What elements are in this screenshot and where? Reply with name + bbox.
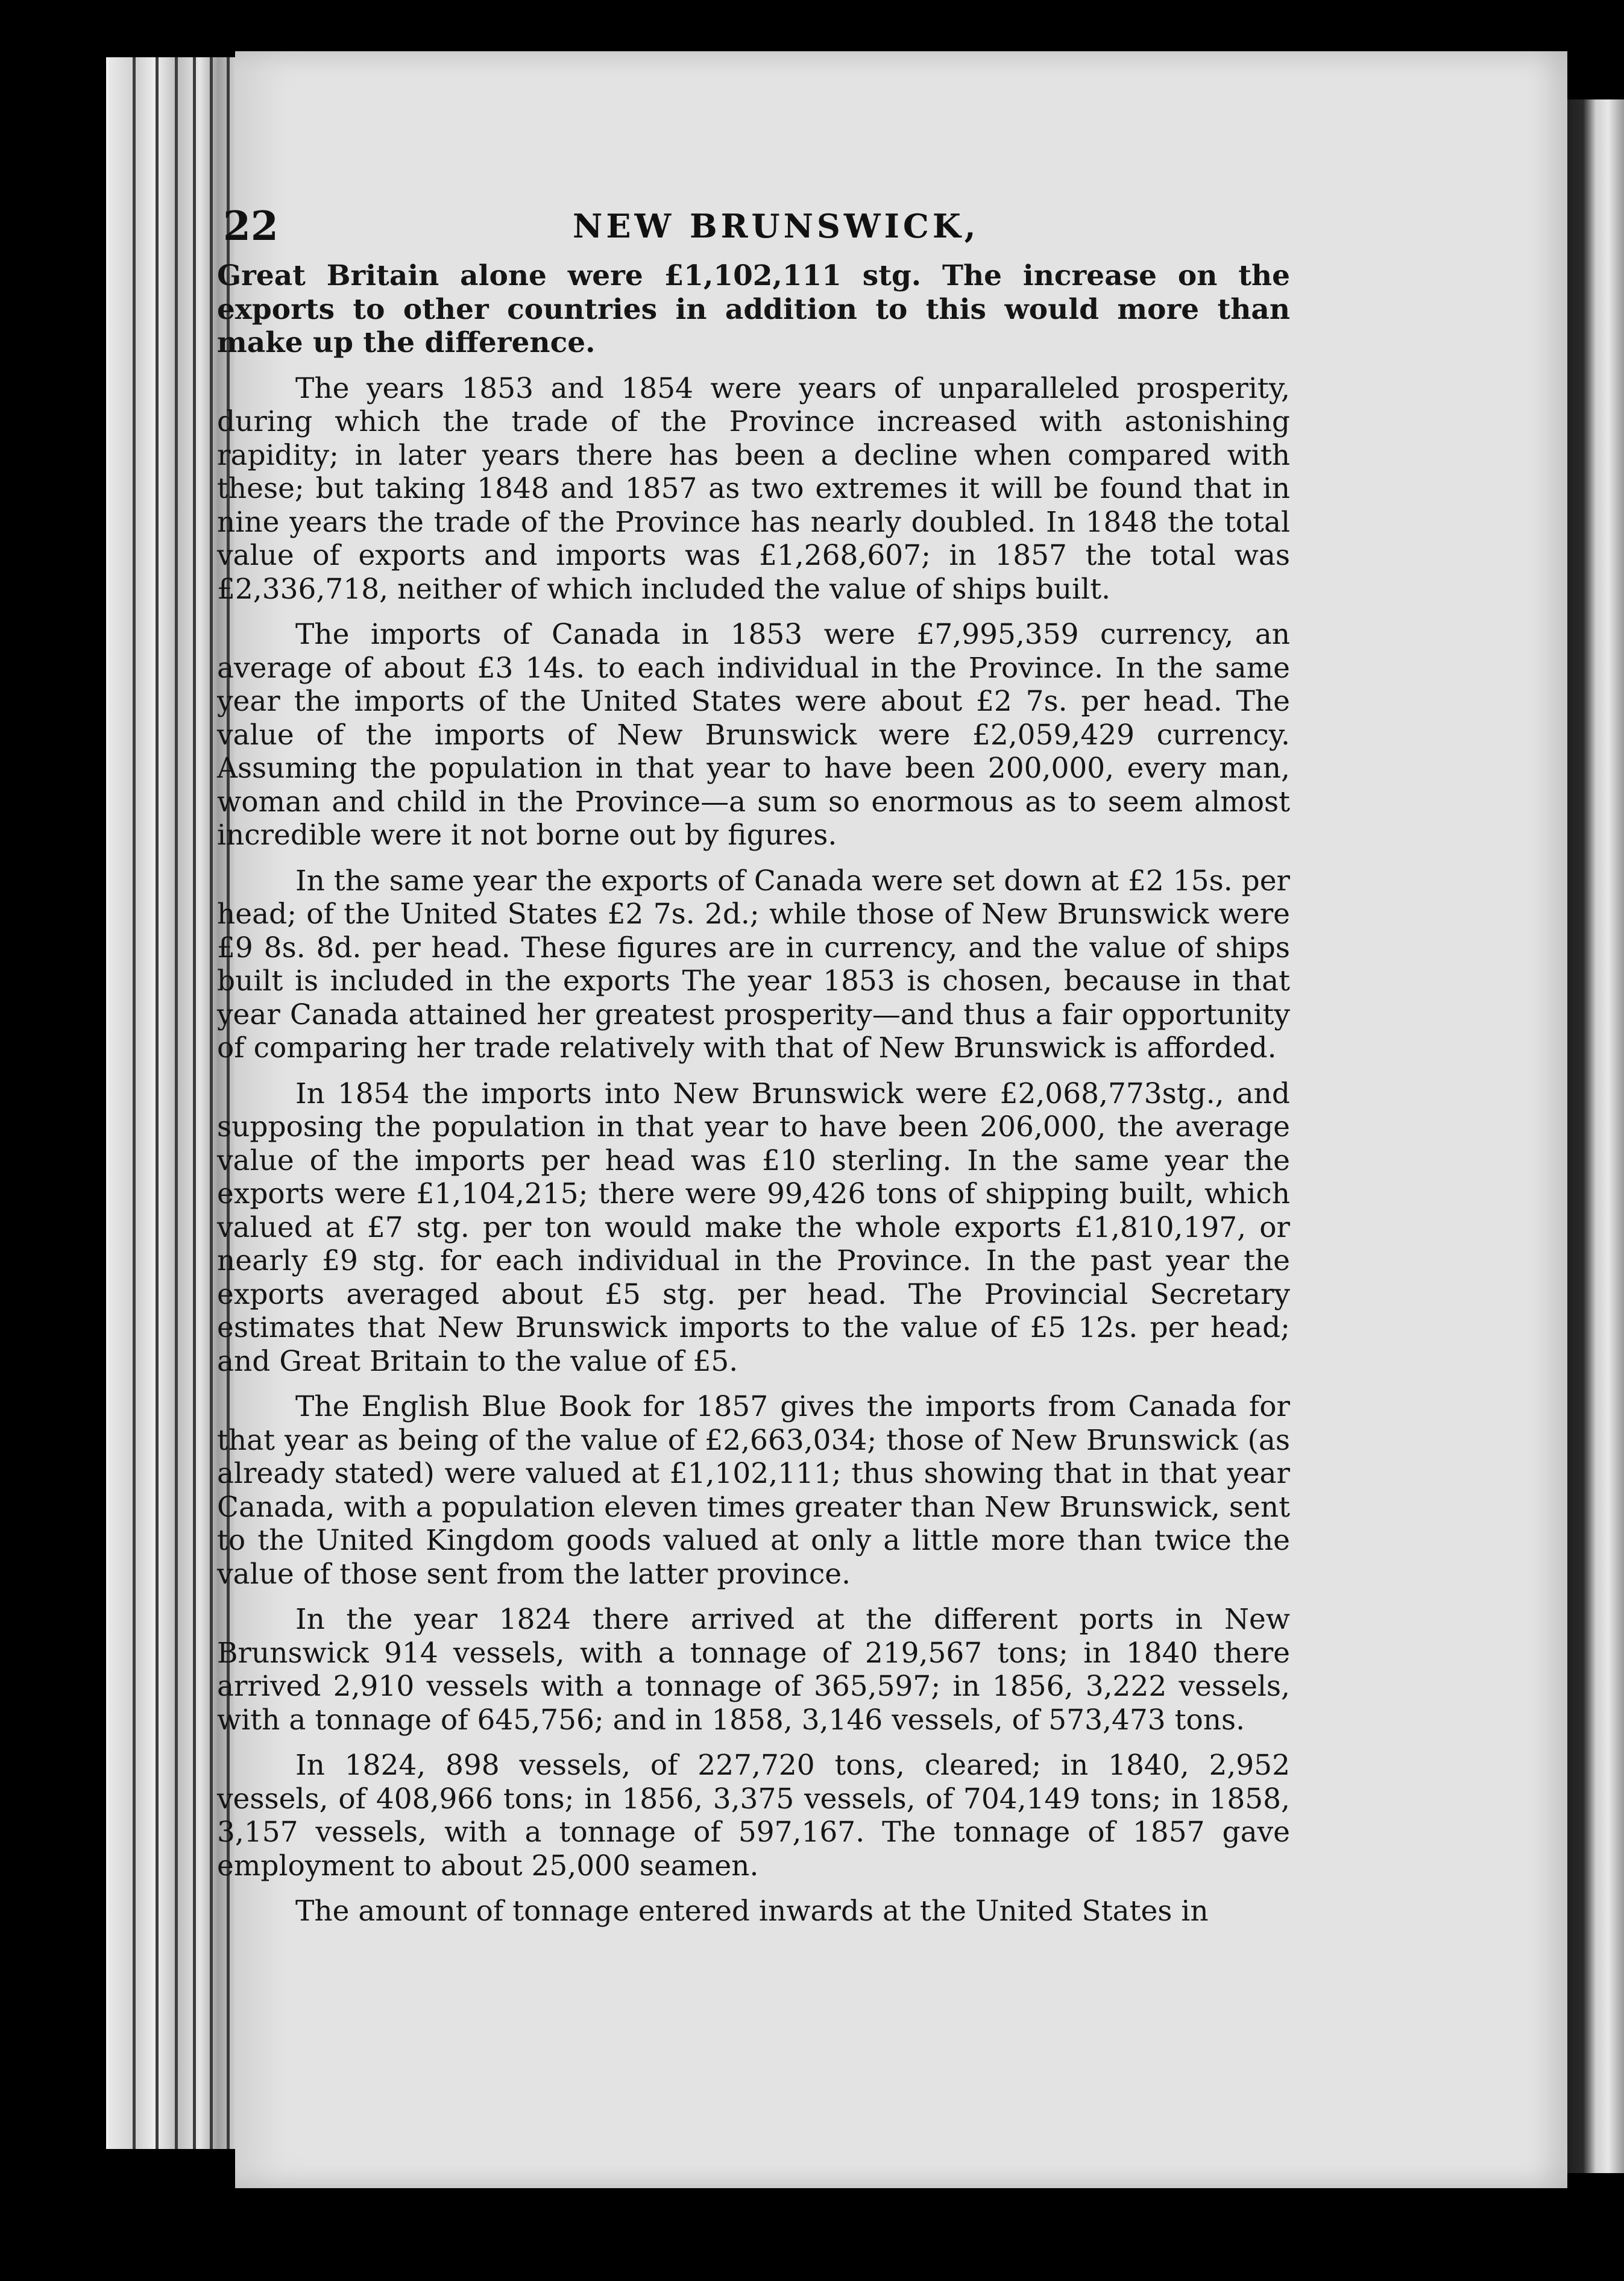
- paragraph: Great Britain alone were £1,102,111 stg. The increase on the exports to other countries in addition to this would more than make up the difference.: [217, 259, 1290, 359]
- paragraph: In 1854 the imports into New Brunswick were £2,068,773stg., and supposing the population in that year to have been 206,000, the average value of the imports per head was £10 sterling. In the same year the exports were £1,104,215; there were 99,426 tons of shipping built, which valued at £7 stg. per ton would make the whole exports £1,810,197, or nearly £9 stg. for each individual in the Province. In the past year the exports averaged about £5 stg. per head. The Provincial Secretary estimates that New Brunswick imports to the value of £5 12s. per head; and Great Britain to the value of £5.: [217, 1077, 1290, 1378]
- page-edge-line: [156, 57, 159, 2149]
- body-text: [217, 259, 1290, 1928]
- paragraph: The imports of Canada in 1853 were £7,995,359 currency, an average of about £3 14s. to each individual in the Province. In the same year the imports of the United States were about £2 7s. per head. The value of the imports of New Brunswick were £2,059,429 currency. Assuming the population in that year to have been 200,000, every man, woman and child in the Province—a sum so enormous as to seem almost incredible were it not borne out by figures.: [217, 618, 1290, 852]
- page-edge-line: [175, 57, 178, 2149]
- paragraph: In the same year the exports of Canada were set down at £2 15s. per head; of the United States £2 7s. 2d.; while those of New Brunswick were £9 8s. 8d. per head. These figures are in currency, and the value of ships built is included in the exports The year 1853 is chosen, because in that year Canada attained her greatest prosperity—and thus a fair opportunity of comparing her trade relatively with that of New Brunswick is afforded.: [217, 864, 1290, 1065]
- paragraph: The years 1853 and 1854 were years of unparalleled prosperity, during which the trade of the Province increased with astonishing rapidity; in later years there has been a decline when compared with these; but taking 1848 and 1857 as two extremes it will be found that in nine years the trade of the Province has nearly doubled. In 1848 the total value of exports and imports was £1,268,607; in 1857 the total was £2,336,718, neither of which included the value of ships built.: [217, 371, 1290, 606]
- paragraph: In 1824, 898 vessels, of 227,720 tons, cleared; in 1840, 2,952 vessels, of 408,966 tons; in 1856, 3,375 vessels, of 704,149 tons; in 1858, 3,157 vessels, with a tonnage of 597,167. The tonnage of 1857 gave employment to about 25,000 seamen.: [217, 1749, 1290, 1883]
- page-edge-line: [193, 57, 196, 2149]
- book-right-edge: [1561, 99, 1624, 2173]
- page-edge-line: [133, 57, 136, 2149]
- paragraph: The English Blue Book for 1857 gives the imports from Canada for that year as being of the value of £2,663,034; those of New Brunswick (as already stated) were valued at £1,102,111; thus showing that in that year Canada, with a population eleven times greater than New Brunswick, sent to the United Kingdom goods valued at only a little more than twice the value of those sent from the latter province.: [217, 1390, 1290, 1591]
- running-title: NEW BRUNSWICK,: [573, 207, 980, 245]
- page-number: 22: [223, 203, 279, 250]
- page-edge-line: [210, 57, 213, 2149]
- paragraph: The amount of tonnage entered inwards at the United States in: [295, 1895, 1209, 1928]
- page-header: [223, 193, 1260, 259]
- paragraph: In the year 1824 there arrived at the different ports in New Brunswick 914 vessels, with a tonnage of 219,567 tons; in 1840 there arrived 2,910 vessels with a tonnage of 365,597; in 1856, 3,222 vessels, with a tonnage of 645,756; and in 1858, 3,146 vessels, of 573,473 tons.: [217, 1603, 1290, 1737]
